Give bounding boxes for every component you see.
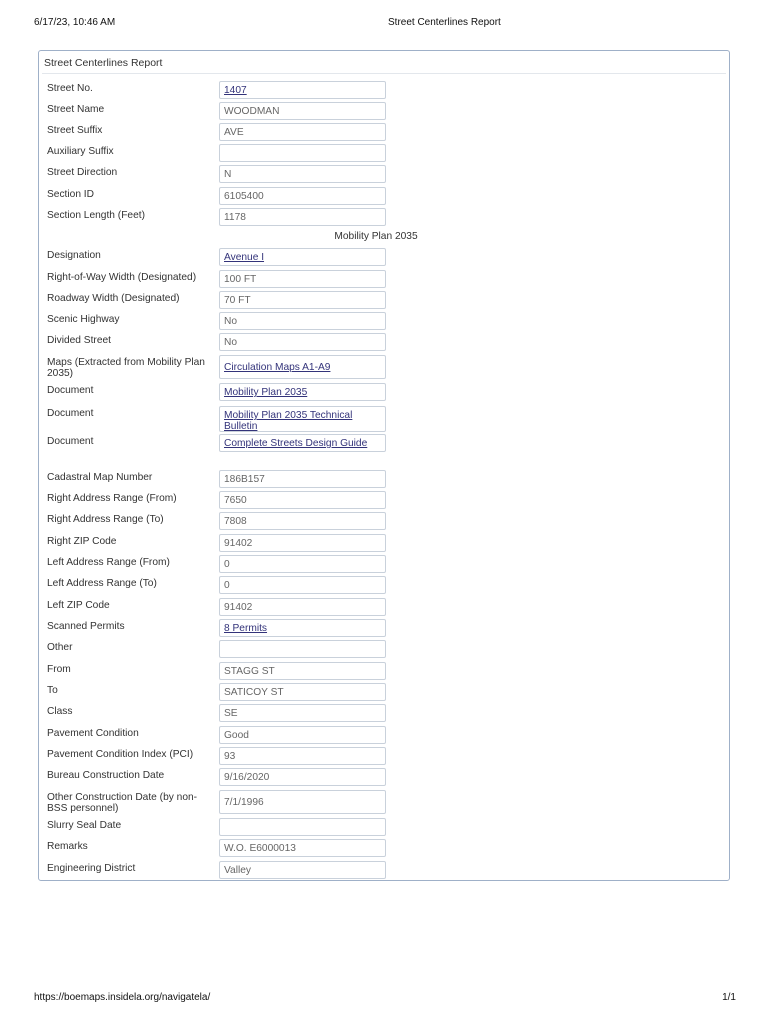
field-label: From: [47, 664, 71, 675]
print-title: Street Centerlines Report: [388, 17, 501, 28]
field-label: Section ID: [47, 189, 94, 200]
field-label: Street No.: [47, 83, 93, 94]
field-value: 91402: [219, 534, 386, 552]
field-label: Pavement Condition Index (PCI): [47, 749, 194, 760]
field-label: Designation: [47, 250, 101, 261]
field-label: Pavement Condition: [47, 728, 139, 739]
print-url: https://boemaps.insidela.org/navigatela/: [34, 992, 211, 1003]
field-value-link[interactable]: Mobility Plan 2035: [219, 383, 386, 401]
field-label: Cadastral Map Number: [47, 472, 153, 483]
field-label: Left Address Range (From): [47, 557, 170, 568]
field-label: Other: [47, 642, 73, 653]
field-label: Left ZIP Code: [47, 600, 110, 611]
field-label: Street Name: [47, 104, 105, 115]
field-value-link[interactable]: Avenue I: [219, 248, 386, 266]
field-value: WOODMAN: [219, 102, 386, 120]
field-value: 186B157: [219, 470, 386, 488]
field-label: Right Address Range (To): [47, 514, 164, 525]
field-label: Engineering District: [47, 863, 136, 874]
field-label: To: [47, 685, 58, 696]
field-label: Street Suffix: [47, 125, 103, 136]
field-value: W.O. E6000013: [219, 839, 386, 857]
field-label: Scanned Permits: [47, 621, 125, 632]
print-timestamp: 6/17/23, 10:46 AM: [34, 17, 116, 28]
field-value: [219, 818, 386, 836]
field-label: Divided Street: [47, 335, 111, 346]
field-value: 7/1/1996: [219, 790, 386, 814]
field-label: Auxiliary Suffix: [47, 146, 114, 157]
print-page-number: 1/1: [722, 992, 736, 1003]
field-value: 91402: [219, 598, 386, 616]
field-label: Document: [47, 436, 94, 447]
field-label: Roadway Width (Designated): [47, 293, 180, 304]
field-label: Left Address Range (To): [47, 578, 157, 589]
field-label: Document: [47, 408, 94, 419]
field-value: Valley: [219, 861, 386, 879]
field-value: 9/16/2020: [219, 768, 386, 786]
field-value: [219, 640, 386, 658]
field-value: 0: [219, 555, 386, 573]
field-value: 100 FT: [219, 270, 386, 288]
field-value-link[interactable]: Circulation Maps A1-A9: [219, 355, 386, 379]
field-label: Slurry Seal Date: [47, 820, 122, 831]
field-value: 93: [219, 747, 386, 765]
field-value: [219, 144, 386, 162]
field-label: Remarks: [47, 841, 88, 852]
field-label: Scenic Highway: [47, 314, 120, 325]
field-value: N: [219, 165, 386, 183]
field-value: 7650: [219, 491, 386, 509]
field-value: 0: [219, 576, 386, 594]
field-label: Section Length (Feet): [47, 210, 145, 221]
field-value: 1178: [219, 208, 386, 226]
field-value: No: [219, 312, 386, 330]
field-value: 6105400: [219, 187, 386, 205]
field-value: AVE: [219, 123, 386, 141]
panel-title: Street Centerlines Report: [44, 57, 163, 69]
field-value: SE: [219, 704, 386, 722]
field-label: Street Direction: [47, 167, 118, 178]
field-value-link[interactable]: 1407: [219, 81, 386, 99]
field-value-link[interactable]: 8 Permits: [219, 619, 386, 637]
field-value: No: [219, 333, 386, 351]
field-label: Right Address Range (From): [47, 493, 177, 504]
field-label: Maps (Extracted from Mobility Plan 2035): [47, 357, 205, 379]
field-label: Right-of-Way Width (Designated): [47, 272, 197, 283]
field-value: STAGG ST: [219, 662, 386, 680]
field-value: 70 FT: [219, 291, 386, 309]
section-heading-mobility-plan: Mobility Plan 2035: [334, 231, 418, 242]
field-label: Document: [47, 385, 94, 396]
field-value-link[interactable]: Mobility Plan 2035 Technical Bulletin: [219, 406, 386, 432]
field-value-link[interactable]: Complete Streets Design Guide: [219, 434, 386, 452]
field-value: 7808: [219, 512, 386, 530]
field-value: SATICOY ST: [219, 683, 386, 701]
field-label: Right ZIP Code: [47, 536, 117, 547]
report-panel: [38, 50, 730, 881]
field-label: Other Construction Date (by non-BSS personnel): [47, 792, 198, 814]
field-value: Good: [219, 726, 386, 744]
field-label: Bureau Construction Date: [47, 770, 165, 781]
field-label: Class: [47, 706, 73, 717]
panel-title-divider: [42, 73, 726, 74]
